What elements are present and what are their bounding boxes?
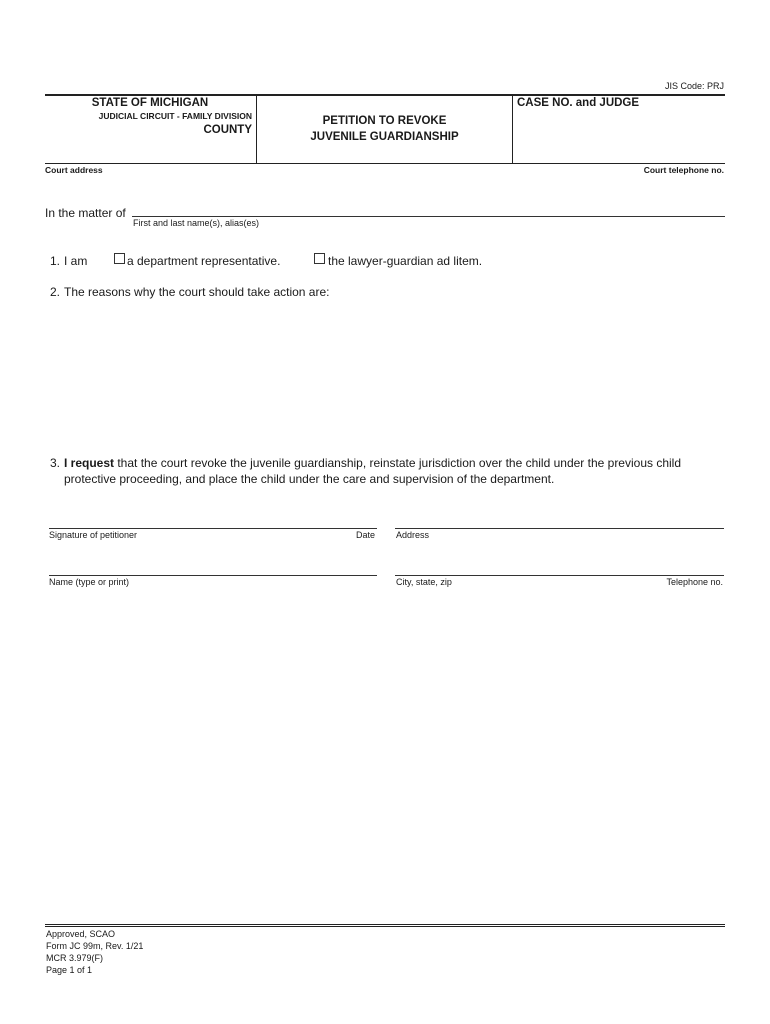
name-label: Name (type or print) [49, 577, 130, 587]
name-line [49, 575, 377, 576]
address-line [395, 528, 724, 529]
jis-code: JIS Code: PRJ [664, 81, 724, 91]
page-number: Page 1 of 1 [46, 965, 93, 975]
item2-text: The reasons why the court should take action are: [64, 285, 330, 299]
city-label: City, state, zip [396, 577, 452, 587]
item3-line1-text: that the court revoke the juvenile guardianship, reinstate jurisdiction over the child under the previous child [114, 456, 682, 470]
item3-line2: protective proceeding, and place the child under the care and supervision of the department. [64, 472, 555, 486]
telephone-label: Telephone no. [666, 577, 723, 587]
item2-number: 2. [50, 285, 61, 299]
court-county-field[interactable] [46, 96, 255, 162]
footer-rule-top [45, 924, 725, 925]
address-field[interactable] [395, 512, 724, 528]
signature-line [49, 528, 377, 529]
header-divider-left [256, 95, 257, 163]
county-label: COUNTY [203, 124, 252, 136]
case-judge-label: CASE NO. and JUDGE [517, 97, 640, 109]
matter-prefix: In the matter of [45, 206, 126, 220]
header-bottom-rule [45, 163, 725, 164]
header-divider-right [512, 95, 513, 163]
address-label: Address [396, 530, 430, 540]
item1-number: 1. [50, 254, 61, 268]
court-address-label: Court address [45, 165, 103, 175]
signature-label: Signature of petitioner [49, 530, 138, 540]
city-state-zip-field[interactable] [395, 559, 724, 575]
name-field[interactable] [49, 559, 377, 575]
court-telephone-label: Court telephone no. [643, 165, 724, 175]
form-title-line1: PETITION TO REVOKE [322, 115, 447, 127]
department-representative-checkbox[interactable] [114, 253, 125, 264]
form-title-line2: JUVENILE GUARDIANSHIP [310, 131, 459, 143]
option-lawyer-guardian: the lawyer-guardian ad litem. [328, 254, 483, 268]
footer-rule-bottom [45, 926, 725, 927]
date-label: Date [356, 530, 376, 540]
case-judge-field[interactable] [516, 112, 724, 162]
approved-label: Approved, SCAO [46, 929, 116, 939]
item3-line1 [64, 456, 734, 470]
city-line [395, 575, 724, 576]
matter-name-line [132, 216, 725, 217]
matter-caption: First and last name(s), alias(es) [133, 218, 260, 228]
matter-name-field[interactable] [132, 200, 725, 216]
reasons-field[interactable] [64, 302, 724, 447]
signature-field[interactable] [49, 512, 377, 528]
option-department-representative: a department representative. [127, 254, 281, 268]
circuit-label: JUDICIAL CIRCUIT - FAMILY DIVISION [98, 111, 252, 121]
lawyer-guardian-checkbox[interactable] [314, 253, 325, 264]
item1-lead: I am [64, 254, 88, 268]
state-name: STATE OF MICHIGAN [91, 97, 209, 109]
court-rule: MCR 3.979(F) [46, 953, 104, 963]
item3-bold: I request [64, 456, 115, 470]
item3-number: 3. [50, 456, 61, 470]
form-number: Form JC 99m, Rev. 1/21 [46, 941, 144, 951]
